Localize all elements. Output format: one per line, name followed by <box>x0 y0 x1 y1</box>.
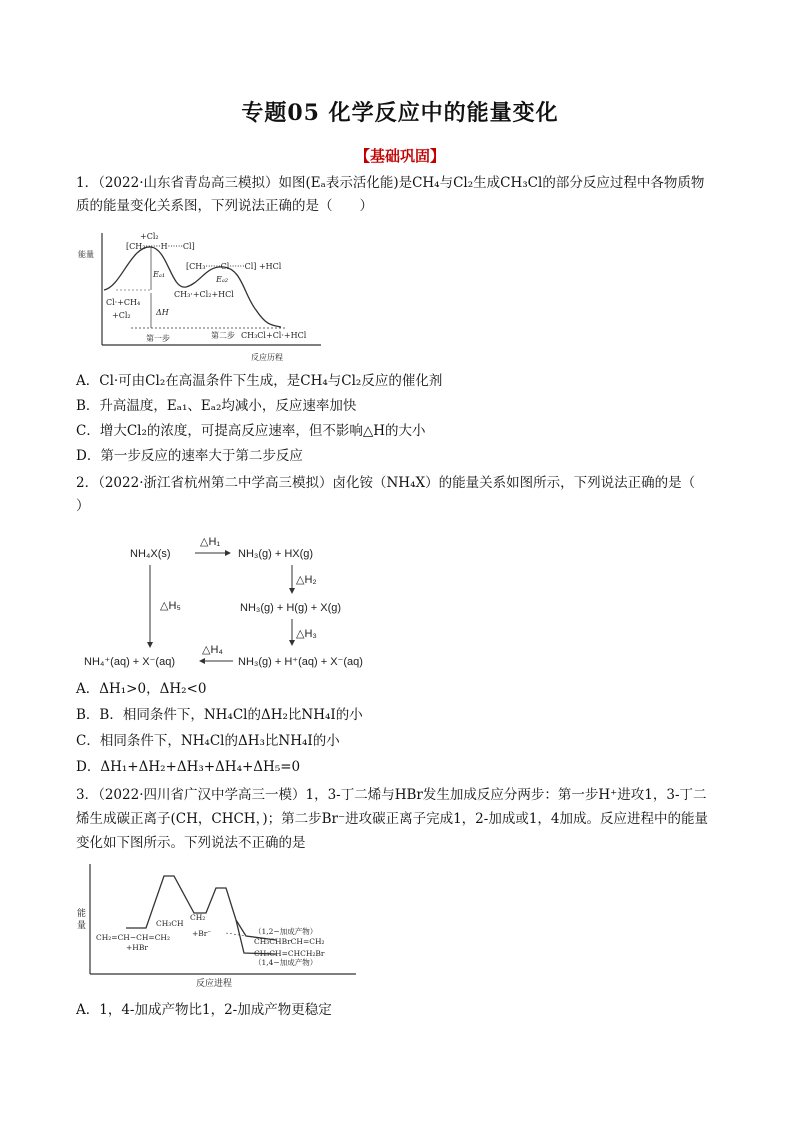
q1-option-b: B．升高温度，Eₐ₁、Eₐ₂均减小，反应速率加快 <box>76 398 357 414</box>
q3-p14: CH₃CH=CHCH₂Br <box>254 949 325 958</box>
q1-option-d: D．第一步反应的速率大于第二步反应 <box>76 448 303 464</box>
q3-p12: CH₃CHBrCH=CH₂ <box>254 937 325 946</box>
q2-option-b: B．B．相同条件下，NH₄Cl的ΔH₂比NH₄I的小 <box>76 707 363 723</box>
q3-inter1: CH₃CH <box>156 919 184 928</box>
q2-nh4x: NH₄X(s) <box>130 548 171 560</box>
q1-plus-cl2: +Cl₂ <box>140 232 159 241</box>
q2-option-a: A．ΔH₁>0，ΔH₂<0 <box>76 681 207 697</box>
q2-row1: NH₃(g) + HX(g) <box>238 548 314 560</box>
q1-y-label: 能量 <box>78 250 94 259</box>
q2-stem-line2: ） <box>76 498 90 514</box>
q3-stem-line1: 3．（2022·四川省广汉中学高三一模）1，3-丁二烯与HBr发生加成反应分两步：第一步H⁺进攻1，3-丁二 <box>76 787 707 803</box>
q3-inter3: +Br⁻ <box>192 929 212 938</box>
q1-ea1: Eₐ₁ <box>153 270 166 279</box>
q3-reactant: CH₂=CH−CH=CH₂ <box>96 933 170 942</box>
q3-option-a: A．1，4-加成产物比1，2-加成产物更稳定 <box>76 1002 332 1018</box>
q3-stem-line3: 变化如下图所示。下列说法不正确的是 <box>76 835 306 851</box>
q2-row3: NH₃(g) + H⁺(aq) + X⁻(aq) <box>238 656 363 668</box>
q3-p12-label: （1,2−加成产物） <box>254 927 318 936</box>
page-title: 专题05 化学反应中的能量变化 <box>241 100 559 126</box>
q3-stem-line2: 烯生成碳正离子(CH，CHCH，)；第二步Br⁻进攻碳正离子完成1，2-加成或1，4加成。反应进程中的能量 <box>76 811 709 827</box>
q1-dh: ΔH <box>156 308 169 317</box>
q1-x-label: 反应历程 <box>251 353 283 362</box>
q3-y-label-2: 量 <box>77 921 87 931</box>
q1-ts1: [CH₃······H······Cl] <box>126 242 195 251</box>
q1-stem-line2: 质的能量变化关系图，下列说法正确的是（ ） <box>76 198 373 214</box>
q1-reactant2: +Cl₂ <box>112 311 131 320</box>
q2-dh2: △H₂ <box>296 574 317 586</box>
q3-p14-label: （1,4−加成产物） <box>254 958 318 967</box>
q1-option-c: C．增大Cl₂的浓度，可提高反应速率，但不影响△H的大小 <box>76 423 426 439</box>
q2-row2: NH₃(g) + H(g) + X(g) <box>240 602 342 614</box>
q1-intermediate: CH₃·+Cl₂+HCl <box>174 290 234 299</box>
q3-inter2: CH₂ <box>190 913 206 922</box>
q2-dh4: △H₄ <box>202 644 223 656</box>
q2-dh1: △H₁ <box>200 536 221 548</box>
q1-option-a: A．Cl·可由Cl₂在高温条件下生成，是CH₄与Cl₂反应的催化剂 <box>76 373 443 389</box>
q1-ts2: [CH₃······Cl······Cl] +HCl <box>186 262 282 271</box>
q2-left: NH₄⁺(aq) + X⁻(aq) <box>84 656 175 668</box>
q2-stem-line1: 2．（2022·浙江省杭州第二中学高三模拟）卤化铵（NH₄X）的能量关系如图所示，下列说法正确的是（ <box>76 475 696 491</box>
q1-ea2: Eₐ₂ <box>216 275 229 284</box>
q1-step2: 第二步 <box>211 331 235 340</box>
q2-dh5: △H₅ <box>160 600 181 612</box>
q1-step1: 第一步 <box>146 334 170 343</box>
section-heading: 【基础巩固】 <box>354 147 445 165</box>
q3-y-label-1: 能 <box>77 909 87 919</box>
q2-energy-cycle-diagram <box>80 525 380 675</box>
q2-dh3: △H₃ <box>296 628 317 640</box>
q3-reactant2: +HBr <box>126 943 148 952</box>
q1-reactant1: Cl·+CH₄ <box>106 298 141 307</box>
q1-stem-line1: 1．（2022·山东省青岛高三模拟）如图(Eₐ表示活化能)是CH₄与Cl₂生成CH₃Cl的部分反应过程中各物质物 <box>76 175 705 191</box>
q3-x-label: 反应进程 <box>196 979 233 988</box>
q2-option-c: C．相同条件下，NH₄Cl的ΔH₃比NH₄I的小 <box>76 733 340 749</box>
q3-energy-diagram <box>76 858 366 988</box>
q2-option-d: D．ΔH₁+ΔH₂+ΔH₃+ΔH₄+ΔH₅=0 <box>76 759 301 775</box>
q1-product: CH₃Cl+Cl·+HCl <box>241 331 307 340</box>
q1-energy-diagram <box>76 225 336 365</box>
